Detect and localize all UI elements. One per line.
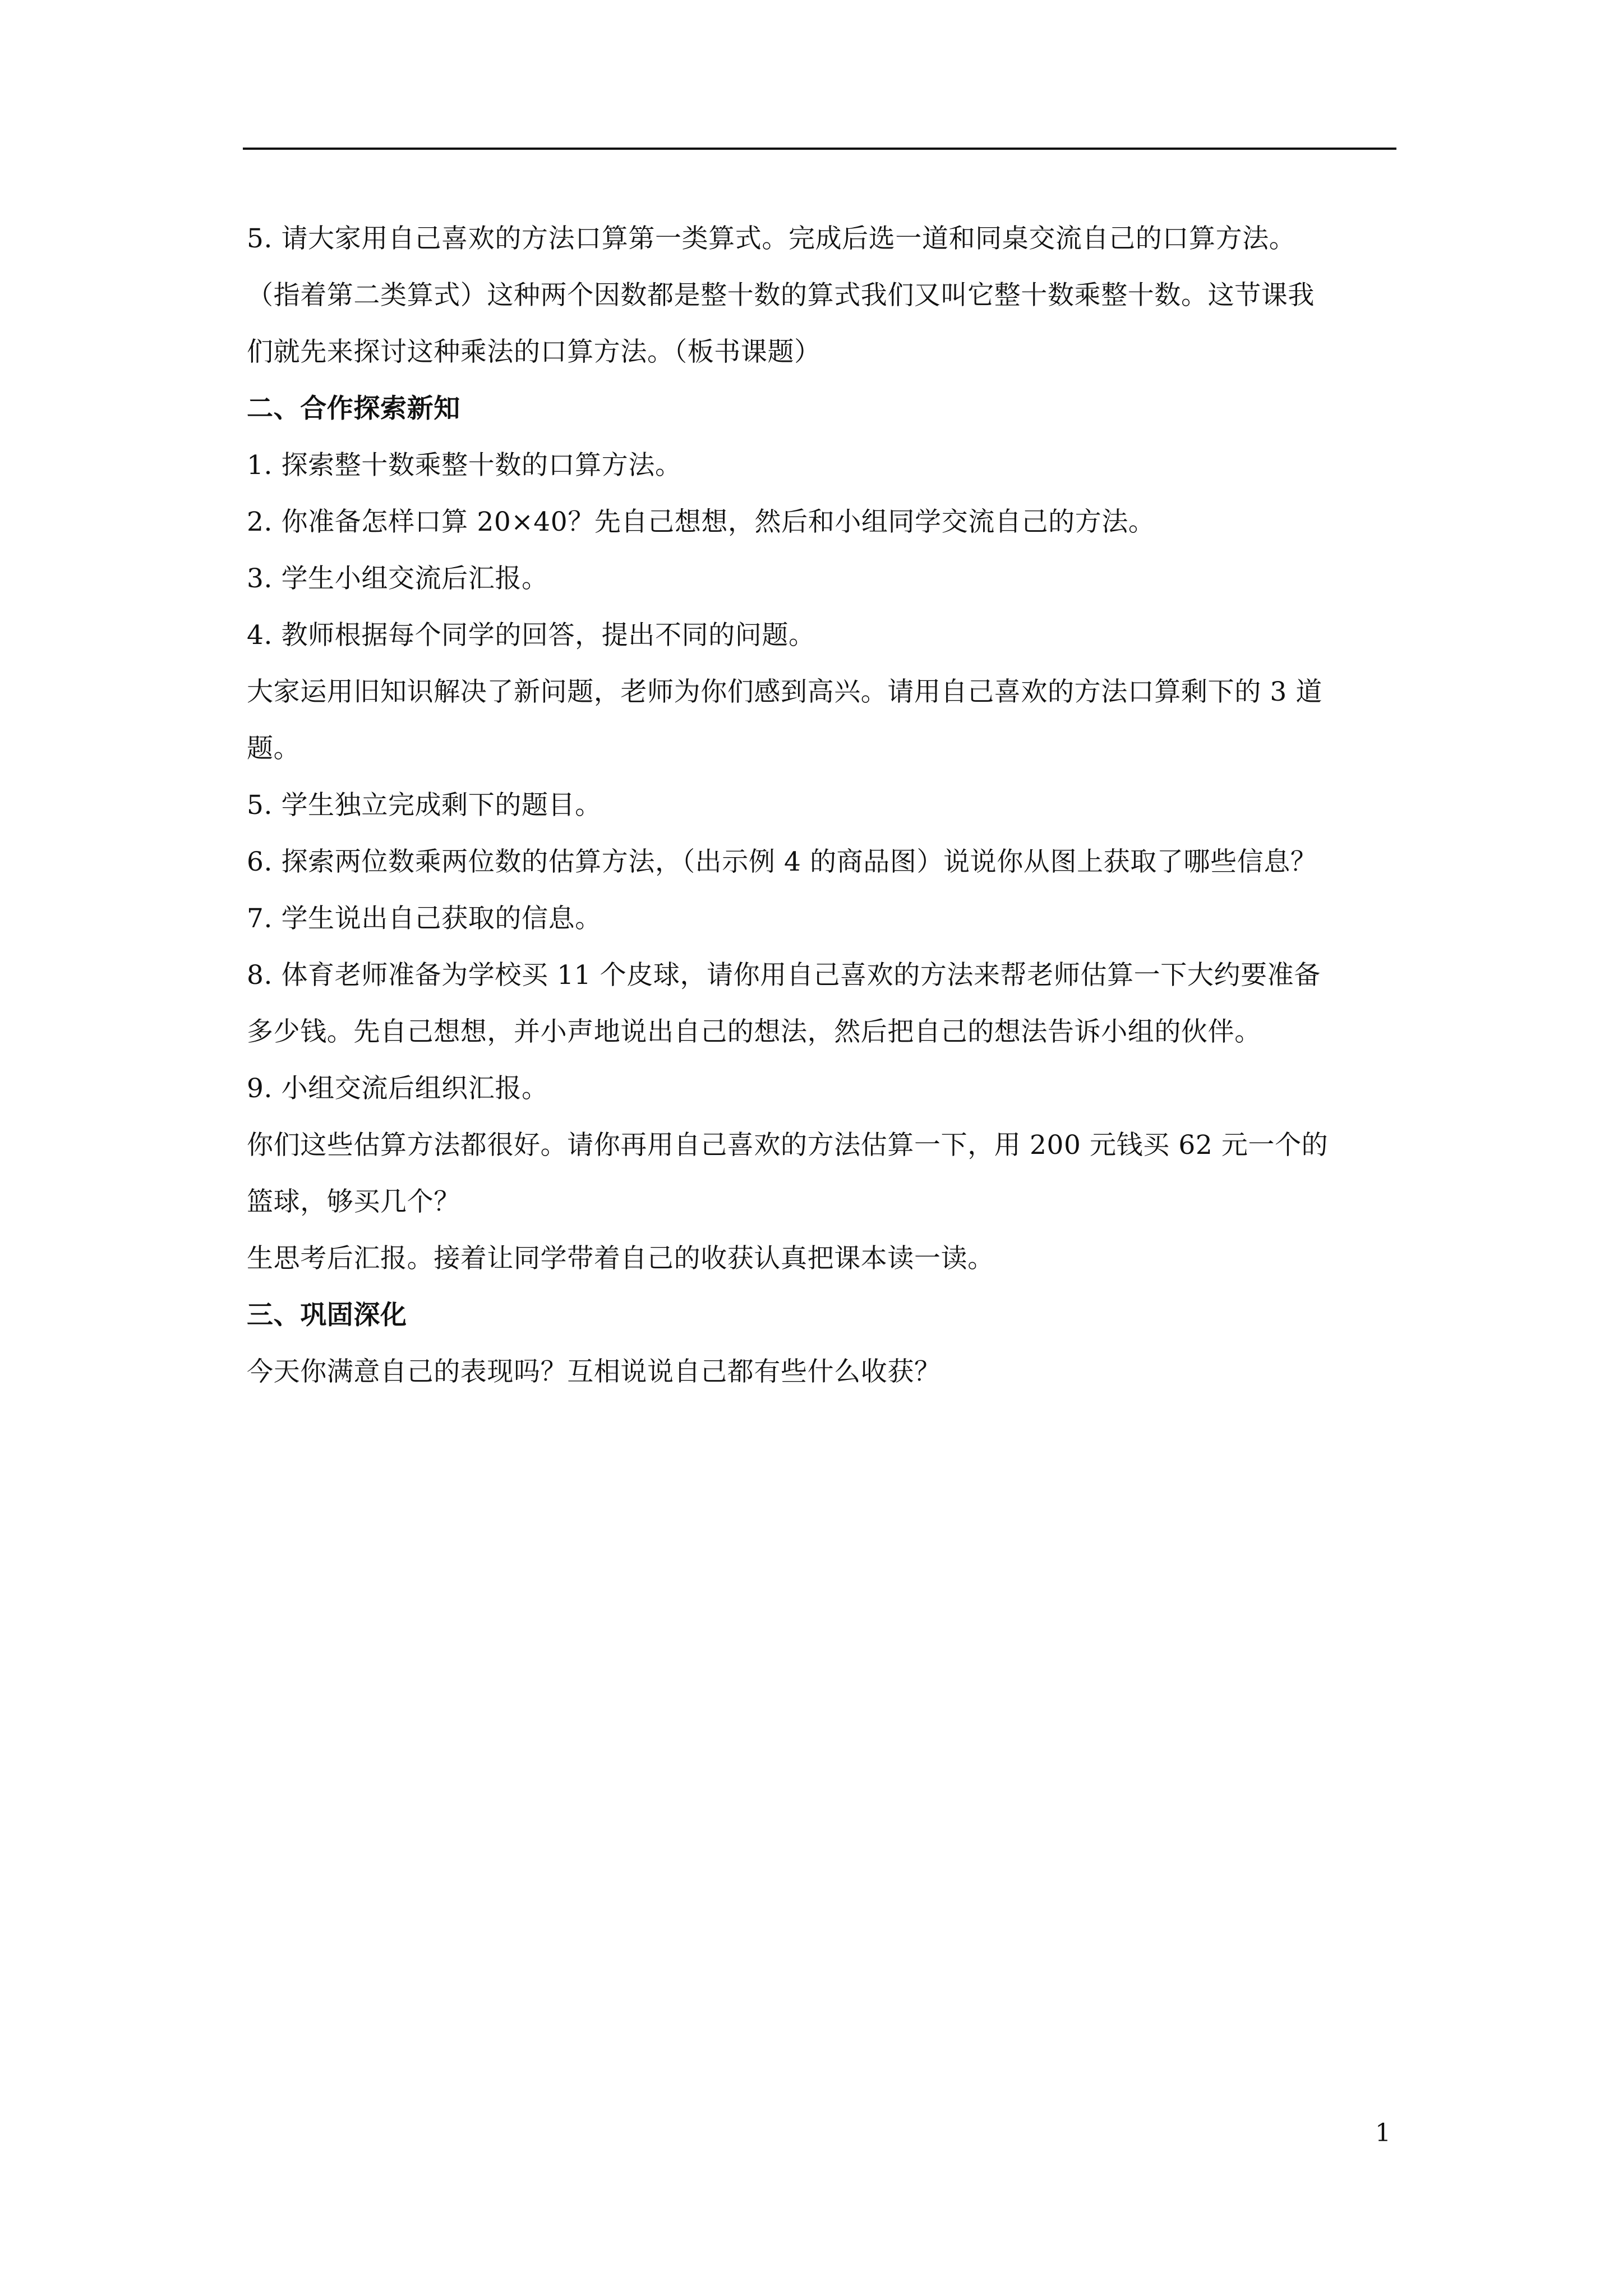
- section-heading: 二、合作探索新知: [247, 393, 460, 424]
- text-line: 今天你满意自己的表现吗？互相说说自己都有些什么收获？: [247, 1356, 941, 1387]
- header-rule: [243, 148, 1396, 150]
- text-line: （指着第二类算式）这种两个因数都是整十数的算式我们又叫它整十数乘整十数。这节课我: [247, 280, 1315, 311]
- text-line: 多少钱。先自己想想，并小声地说出自己的想法，然后把自己的想法告诉小组的伙伴。: [247, 1016, 1261, 1047]
- text-line: 篮球，够买几个？: [247, 1186, 460, 1217]
- text-line: 2. 你准备怎样口算 20×40？先自己想想，然后和小组同学交流自己的方法。: [247, 507, 1155, 537]
- text-line: 5. 学生独立完成剩下的题目。: [247, 790, 602, 821]
- text-line: 你们这些估算方法都很好。请你再用自己喜欢的方法估算一下，用 200 元钱买 62 元一个的: [247, 1130, 1329, 1161]
- text-line: 6. 探索两位数乘两位数的估算方法，（出示例 4 的商品图）说说你从图上获取了哪些信息？: [247, 846, 1317, 877]
- text-line: 3. 学生小组交流后汇报。: [247, 563, 548, 594]
- text-line: 们就先来探讨这种乘法的口算方法。（板书课题）: [247, 337, 821, 367]
- document-body: [247, 210, 1402, 1400]
- text-line: 4. 教师根据每个同学的回答，提出不同的问题。: [247, 620, 815, 651]
- text-line: 7. 学生说出自己获取的信息。: [247, 903, 602, 934]
- text-line: 生思考后汇报。接着让同学带着自己的收获认真把课本读一读。: [247, 1243, 994, 1274]
- text-line: 题。: [247, 733, 301, 764]
- section-heading: 三、巩固深化: [247, 1300, 407, 1331]
- text-line: 8. 体育老师准备为学校买 11 个皮球，请你用自己喜欢的方法来帮老师估算一下大约要准备: [247, 960, 1321, 991]
- text-line: 9. 小组交流后组织汇报。: [247, 1073, 548, 1104]
- text-line: 大家运用旧知识解决了新问题，老师为你们感到高兴。请用自己喜欢的方法口算剩下的 3 道: [247, 677, 1322, 707]
- text-line: 1. 探索整十数乘整十数的口算方法。: [247, 450, 682, 481]
- page-number: 1: [1375, 2119, 1391, 2147]
- text-line: 5. 请大家用自己喜欢的方法口算第一类算式。完成后选一道和同桌交流自己的口算方法。: [247, 223, 1296, 254]
